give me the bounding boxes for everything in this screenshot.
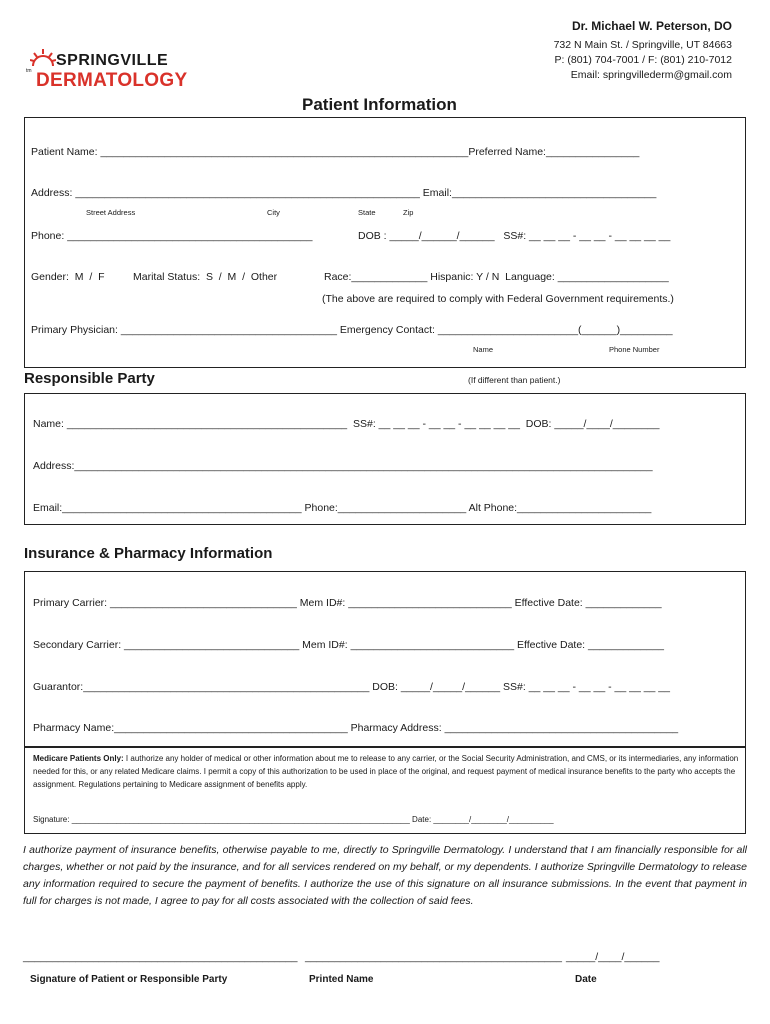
responsible-party-title: Responsible Party: [24, 370, 155, 387]
emergency-name-label: Name: [473, 345, 494, 354]
clinic-address: 732 N Main St. / Springville, UT 84663: [553, 39, 732, 51]
date-line[interactable]: _____/____/______: [566, 951, 660, 963]
authorization-text: I authorize payment of insurance benefits, otherwise payable to me, directly to Springville Dermatology. I understand that I am financially responsible for all charges, whether or not paid by the insurance, and for all services rendered on my behalf, or my dependents. I authorize Springville Dermatology to release any information required to secure the payment of benefits. I authorize the use of this signature on all insurance submissions. In the event that payment in full for charges is not made, I agree to pay for all costs associated with the collection of said fees.: [23, 844, 747, 907]
responsible-party-note: (If different than patient.): [468, 375, 561, 385]
date-label: Date: [575, 974, 597, 985]
addr-city-label: City: [267, 208, 280, 217]
patient-gender-field[interactable]: Gender: M / F: [31, 271, 105, 283]
addr-state-label: State: [358, 208, 376, 217]
patient-info-title: Patient Information: [302, 95, 457, 114]
logo-mark: tm: [26, 68, 32, 74]
insurance-title: Insurance & Pharmacy Information: [24, 545, 273, 562]
medicare-signature-field[interactable]: Signature: ____________________________________________________________________________ Date: ________/________/__________: [33, 815, 554, 824]
logo-line2: DERMATOLOGY: [36, 70, 188, 91]
responsible-name-ssn-dob-field[interactable]: Name: ________________________________________________ SS#: __ __ __ - __ __ - __ __ __ __ DOB: _____/____/________: [33, 418, 660, 430]
logo-line1: SPRINGVILLE: [56, 52, 169, 69]
emergency-phone-label: Phone Number: [609, 345, 660, 354]
patient-phone-field[interactable]: Phone: __________________________________________: [31, 230, 313, 242]
patient-race-field[interactable]: Race:_____________ Hispanic: Y / N Language: ___________________: [324, 271, 669, 283]
printed-name-label: Printed Name: [309, 974, 374, 985]
patient-address-field[interactable]: Address: ___________________________________________________________ Email:___________________________________: [31, 187, 657, 199]
logo: [26, 46, 186, 94]
addr-zip-label: Zip: [403, 208, 414, 217]
pharmacy-field[interactable]: Pharmacy Name:________________________________________ Pharmacy Address: ________________________________________: [33, 722, 679, 734]
responsible-address-field[interactable]: Address:___________________________________________________________________________________________________: [33, 460, 653, 472]
patient-name-field[interactable]: Patient Name: _______________________________________________________________Preferred Name:________________: [31, 146, 640, 158]
printed-name-line[interactable]: ____________________________________________: [305, 951, 562, 963]
medicare-text: I authorize any holder of medical or other information about me to release to any carrier, or the Social Security Administration, and CMS, or its intermediaries, any information needed for this, or any related Medicare claims. I permit a copy of this authorization to be used in place of the original, and request payment of medical insurance benefits to the party who accepts the assignment. Regulations pertaining to Medicare assignment of benefits apply.: [33, 754, 739, 789]
primary-carrier-field[interactable]: Primary Carrier: ________________________________ Mem ID#: ____________________________ Effective Date: _____________: [33, 597, 662, 609]
sun-logo-icon: [30, 48, 56, 70]
responsible-contact-field[interactable]: Email:_________________________________________ Phone:______________________ Alt Phone:_______________________: [33, 502, 652, 514]
guarantor-field[interactable]: Guarantor:_________________________________________________ DOB: _____/_____/______ SS#: __ __ __ - __ __ - __ __ __ __: [33, 681, 670, 693]
addr-street-label: Street Address: [86, 208, 136, 217]
medicare-statement: [33, 752, 743, 791]
federal-notice: (The above are required to comply with Federal Government requirements.): [322, 293, 674, 305]
medicare-label: Medicare Patients Only:: [33, 754, 124, 763]
patient-marital-field[interactable]: Marital Status: S / M / Other: [133, 271, 278, 283]
signature-line[interactable]: _______________________________________________: [23, 951, 298, 963]
secondary-carrier-field[interactable]: Secondary Carrier: ______________________________ Mem ID#: ____________________________ Effective Date: _____________: [33, 639, 664, 651]
doctor-name: Dr. Michael W. Peterson, DO: [571, 19, 732, 33]
patient-dob-ssn-field[interactable]: DOB : _____/______/______ SS#: __ __ __ - __ __ - __ __ __ __: [358, 230, 671, 242]
clinic-phone-fax: P: (801) 704-7001 / F: (801) 210-7012: [554, 54, 732, 66]
signature-label: Signature of Patient or Responsible Party: [30, 974, 228, 985]
clinic-email: Email: springvillederm@gmail.com: [570, 69, 732, 81]
physician-emergency-field[interactable]: Primary Physician: _____________________________________ Emergency Contact: ________________________(______)_________: [31, 324, 673, 336]
